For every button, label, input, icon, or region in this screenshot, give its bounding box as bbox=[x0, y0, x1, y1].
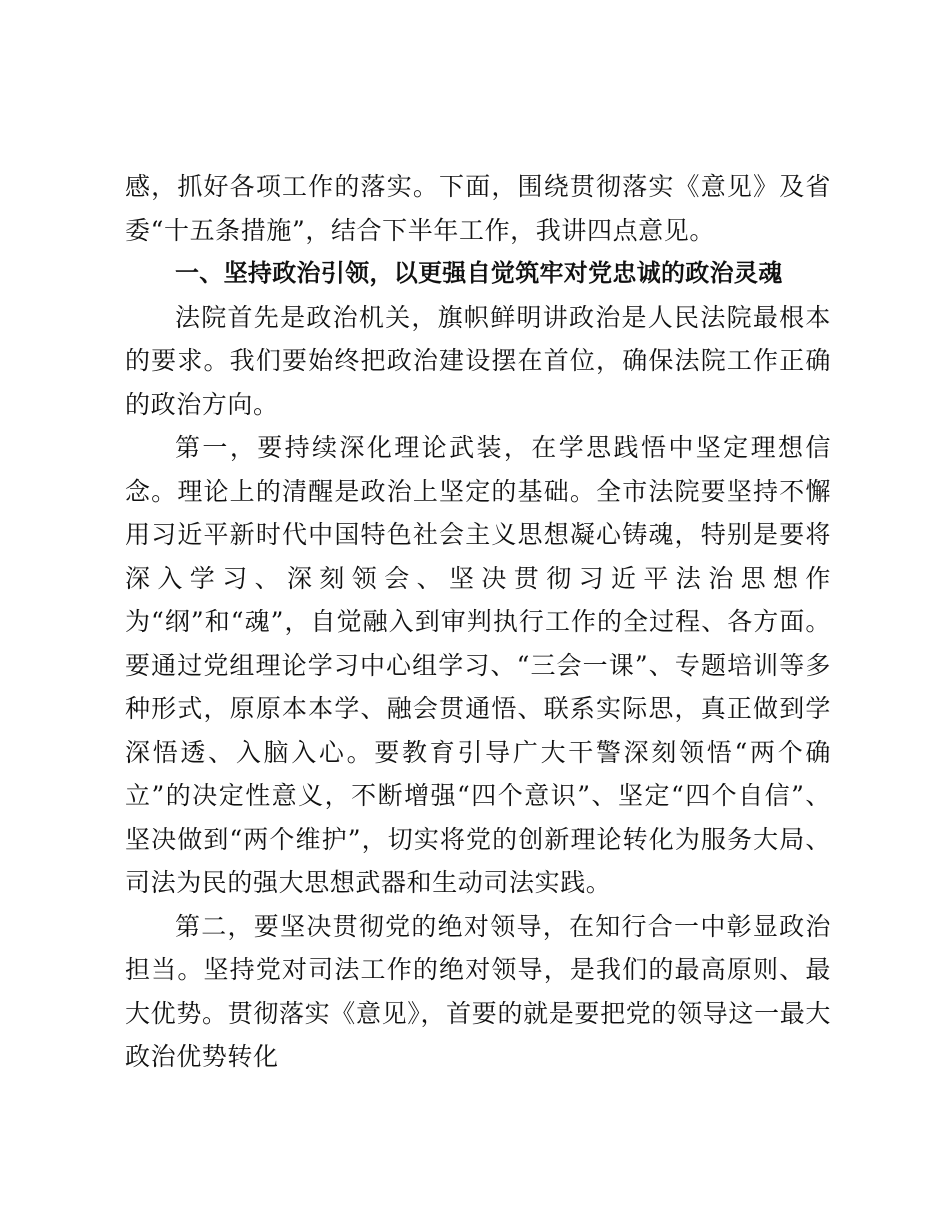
paragraph-intro-continuation: 感，抓好各项工作的落实。下面，围绕贯彻落实《意见》及省委“十五条措施”，结合下半年工作，我讲四点意见。 bbox=[125, 172, 831, 245]
paragraph-political-organ: 法院首先是政治机关，旗帜鲜明讲政治是人民法院最根本的要求。我们要始终把政治建设摆在首位，确保法院工作正确的政治方向。 bbox=[125, 302, 831, 419]
document-body bbox=[125, 165, 831, 1079]
section-heading-1: 一、坚持政治引领，以更强自觉筑牢对党忠诚的政治灵魂 bbox=[175, 259, 783, 287]
paragraph-point-two: 第二，要坚决贯彻党的绝对领导，在知行合一中彰显政治担当。坚持党对司法工作的绝对领导，是我们的最高原则、最大优势。贯彻落实《意见》，首要的就是要把党的领导这一最大政治优势转化 bbox=[125, 911, 831, 1071]
paragraph-point-one: 第一，要持续深化理论武装，在学思践悟中坚定理想信念。理论上的清醒是政治上坚定的基础。全市法院要坚持不懈用习近平新时代中国特色社会主义思想凝心铸魂，特别是要将深入学习、深刻领会、坚决贯彻习近平法治思想作为“纲”和“魂”，自觉融入到审判执行工作的全过程、各方面。要通过党组理论学习中心组学习、“三会一课”、专题培训等多种形式，原原本本学、融会贯通悟、联系实际思，真正做到学深悟透、入脑入心。要教育引导广大干警深刻领悟“两个确立”的决定性意义，不断增强“四个意识”、坚定“四个自信”、坚决做到“两个维护”，切实将党的创新理论转化为服务大局、司法为民的强大思想武器和生动司法实践。 bbox=[125, 433, 831, 897]
